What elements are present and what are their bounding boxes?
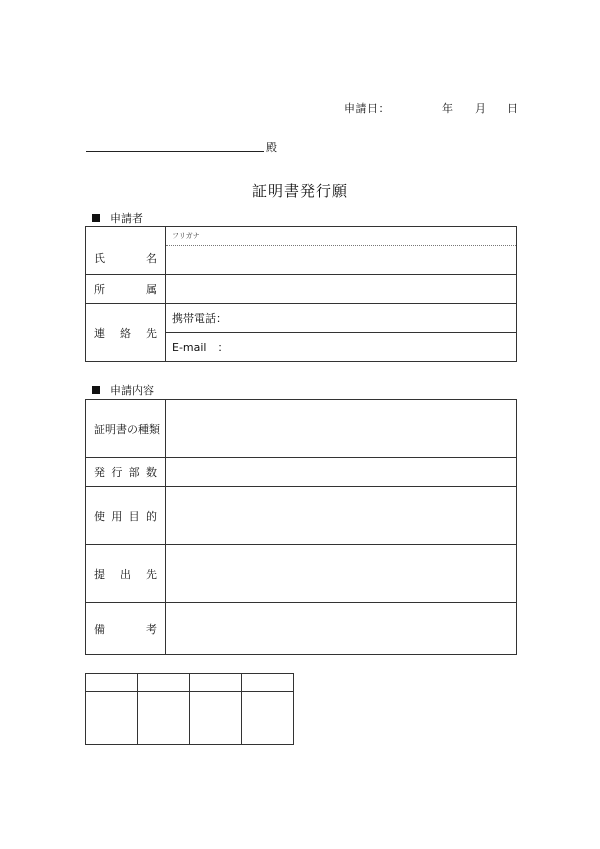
affiliation-field[interactable] — [166, 275, 517, 304]
remarks-field[interactable] — [166, 603, 517, 655]
certificate-type-label-cell: 証 明 書 の 種 類 — [86, 400, 166, 458]
applicant-table — [85, 226, 517, 362]
stamp-header-cell — [190, 674, 242, 692]
stamp-cell[interactable] — [242, 692, 294, 745]
stamp-cell[interactable] — [86, 692, 138, 745]
name-field[interactable] — [166, 227, 517, 275]
request-section-title: 申請内容 — [110, 384, 154, 397]
contact-label-cell: 連 絡 先 — [86, 304, 166, 362]
copies-label-cell: 発 行 部 数 — [86, 458, 166, 487]
certificate-type-field[interactable] — [166, 400, 517, 458]
addressee-suffix: 殿 — [266, 141, 277, 154]
month-label: 月 — [475, 102, 487, 115]
copies-field[interactable] — [166, 458, 517, 487]
stamp-cell[interactable] — [190, 692, 242, 745]
recipient-label-cell: 提 出 先 — [86, 545, 166, 603]
mobile-field[interactable] — [166, 304, 517, 333]
recipient-field[interactable] — [166, 545, 517, 603]
request-section-header — [92, 382, 154, 398]
year-label: 年 — [442, 102, 454, 115]
furigana-label: フリガナ — [172, 232, 200, 240]
applicant-section-header — [92, 210, 143, 226]
request-table — [85, 399, 517, 655]
square-bullet-icon — [92, 386, 100, 394]
applicant-section-title: 申請者 — [110, 212, 143, 225]
mobile-label: 携帯電話： — [172, 312, 227, 325]
stamp-header-cell — [242, 674, 294, 692]
stamp-header-cell — [86, 674, 138, 692]
email-label: E-mail ： — [172, 341, 229, 354]
furigana-divider — [166, 245, 516, 246]
approval-stamp-table — [85, 673, 294, 745]
day-label: 日 — [507, 102, 519, 115]
name-label-cell: 氏 名 — [86, 227, 166, 275]
stamp-cell[interactable] — [138, 692, 190, 745]
affiliation-label-cell: 所 属 — [86, 275, 166, 304]
purpose-label-cell: 使 用 目 的 — [86, 487, 166, 545]
remarks-label-cell: 備 考 — [86, 603, 166, 655]
square-bullet-icon — [92, 214, 100, 222]
addressee-line — [86, 151, 264, 152]
document-title: 証明書発行願 — [251, 182, 348, 200]
email-field[interactable] — [166, 333, 517, 362]
date-label: 申請日： — [344, 102, 390, 115]
stamp-header-cell — [138, 674, 190, 692]
purpose-field[interactable] — [166, 487, 517, 545]
